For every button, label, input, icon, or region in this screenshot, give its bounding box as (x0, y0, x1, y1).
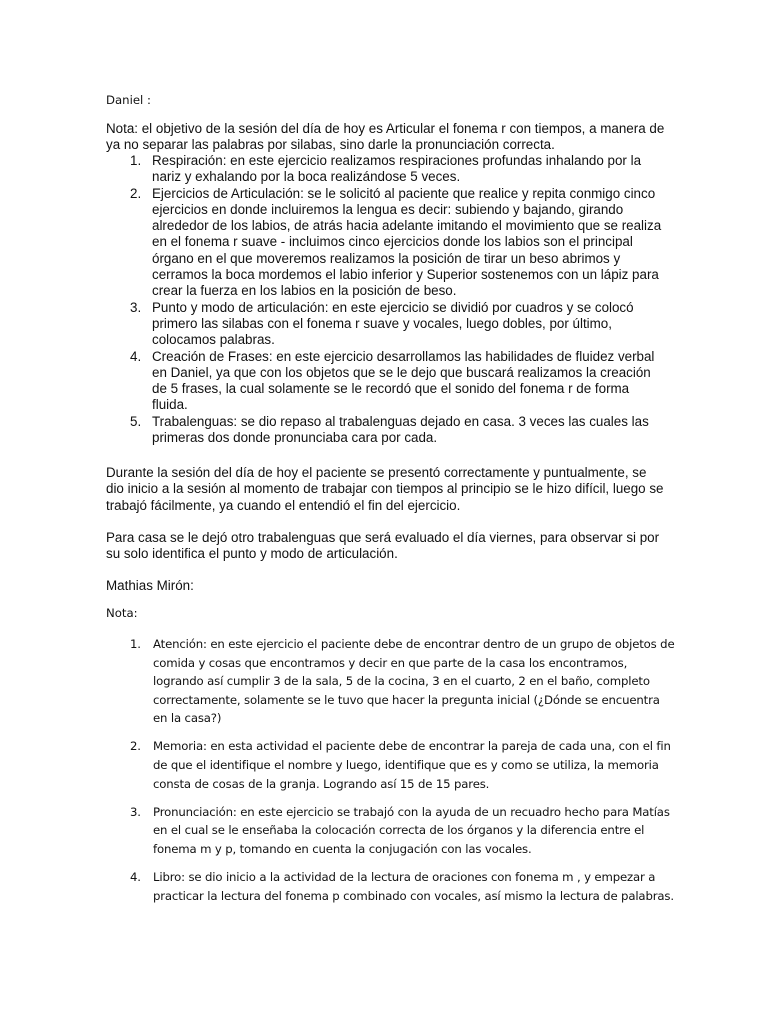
list-item-text: Memoria: en esta actividad el paciente debe de encontrar la pareja de cada una, con el fin de que el identifique el nombre y luego, identifique que es y como se utiliza, la memoria consta de cosas de la granja. Logrando así 15 de 15 pares. (153, 739, 671, 791)
list-item-text: Respiración: en este ejercicio realizamos respiraciones profundas inhalando por la nariz y exhalando por la boca realizándose 5 veces. (152, 153, 642, 185)
list-number: 4. (130, 870, 141, 885)
list-number: 2. (130, 185, 142, 201)
list-item (106, 635, 676, 728)
list-item-text: Libro: se dio inicio a la actividad de la lectura de oraciones con fonema m , y empezar a practicar la lectura del fonema p combinado con vocales, así mismo la lectura de palabras. (153, 870, 674, 903)
list-item-text: Ejercicios de Articulación: se le solicitó al paciente que realice y repita conmigo cinco ejercicios en donde incluiremos la lengua es decir: subiendo y bajando, girando alrededor de los labios, de atrás hacia adelante imitando el movimiento que se realiza en el fonema r suave - incluimos cinco ejercicios donde los labios son el principal órgano en el que moveremos realizamos la posición de tirar un beso abrimos y cerramos la boca mordemos el labio inferior y Superior sostenemos con un lápiz para crear la fuerza en los labios en la posición de beso. (152, 185, 662, 299)
daniel-exercise-list (106, 153, 666, 446)
list-number: 3. (130, 804, 141, 819)
list-item (106, 737, 676, 793)
list-item (106, 153, 666, 186)
list-item (106, 186, 666, 300)
list-item-text: Trabalenguas: se dio repaso al trabalenguas dejado en casa. 3 veces las cuales las primeras dos donde pronunciaba cara por cada. (152, 413, 649, 446)
patient-name-daniel: Daniel : (106, 93, 151, 107)
list-item-text: Creación de Frases: en este ejercicio desarrollamos las habilidades de fluidez verbal en Daniel, ya que con los objetos que se le dejo que buscará realizamos la creación de 5 frases, la cual solamente se le recordó que el sonido del fonema r de forma fluida. (152, 348, 655, 413)
daniel-session-summary: Durante la sesión del día de hoy el paciente se presentó correctamente y puntualmente, se dio inicio a la sesión al momento de trabajar con tiempos al principio se le hizo difícil, luego se trabajó fácilmente, ya cuando el entendió el fin del ejercicio. (106, 465, 664, 513)
daniel-note: Nota: el objetivo de la sesión del día de hoy es Articular el fonema r con tiempos, a manera de ya no separar las palabras por silabas, sino darle la pronunciación correcta. (106, 121, 665, 153)
list-number: 3. (130, 299, 142, 315)
mathias-activity-list (106, 635, 676, 915)
list-item-text: Atención: en este ejercicio el paciente debe de encontrar dentro de un grupo de objetos de comida y cosas que encontramos y decir en que parte de la casa los encontramos, logrando así cumplir 3 de la sala, 5 de la cocina, 3 en el cuarto, 2 en el baño, completo correctamente, solamente se le tuvo que hacer la pregunta inicial (¿Dónde se encuentra en la casa?) (153, 637, 675, 726)
list-item (106, 803, 676, 859)
mathias-note-label: Nota: (106, 606, 138, 620)
list-number: 1. (130, 153, 142, 168)
daniel-homework: Para casa se le dejó otro trabalenguas que será evaluado el día viernes, para observar si por su solo identifica el punto y modo de articulación. (106, 530, 660, 562)
list-number: 1. (130, 637, 141, 651)
list-number: 4. (130, 348, 142, 364)
list-item (106, 868, 676, 905)
list-item (106, 414, 666, 447)
list-number: 5. (130, 413, 142, 429)
list-item-text: Pronunciación: en este ejercicio se trabajó con la ayuda de un recuadro hecho para Matías en el cual se le enseñaba la colocación correcta de los órganos y la diferencia entre el fonema m y p, tomando en cuenta la conjugación con las vocales. (153, 804, 670, 856)
list-item (106, 300, 666, 349)
list-item-text: Punto y modo de articulación: en este ejercicio se dividió por cuadros y se colocó primero las silabas con el fonema r suave y vocales, luego dobles, por último, colocamos palabras. (152, 299, 634, 348)
patient-name-mathias: Mathias Mirón: (106, 578, 194, 593)
list-item (106, 349, 666, 414)
list-number: 2. (130, 739, 141, 754)
